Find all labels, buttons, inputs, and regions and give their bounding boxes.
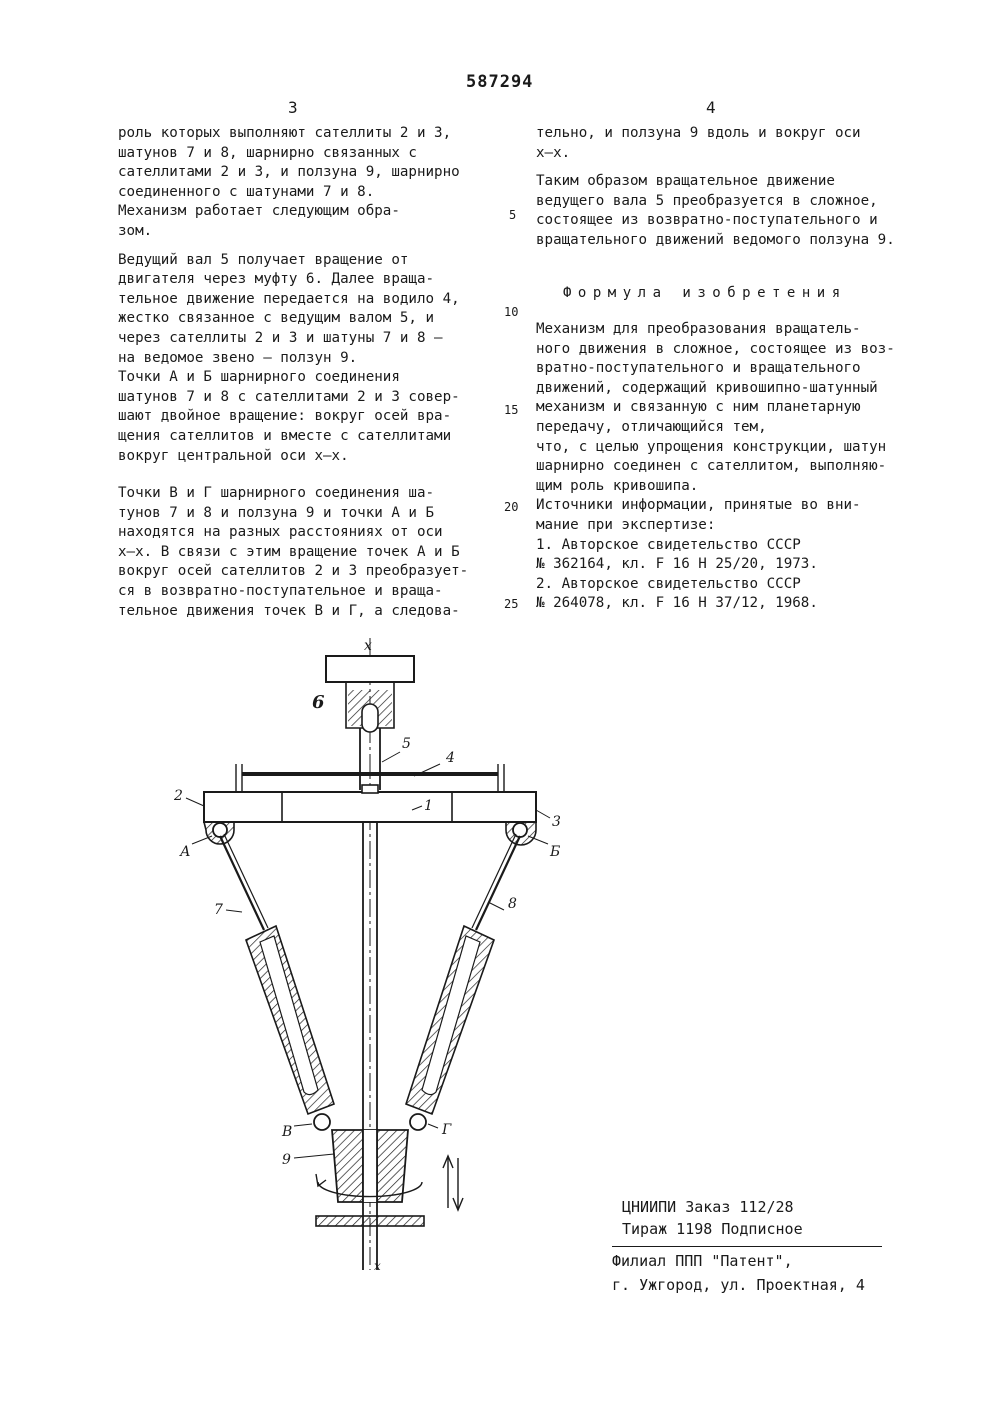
imprint-line-3: Филиал ППП "Патент", [612, 1252, 793, 1270]
text-line: тельное движение передается на водило 4, [118, 290, 460, 307]
formula-body [536, 320, 895, 614]
text-line: вокруг центральной оси x–x. [118, 447, 349, 464]
imprint-line-4: г. Ужгород, ул. Проектная, 4 [612, 1276, 865, 1294]
line-number: 15 [504, 403, 519, 417]
text-line: вратно-поступательного и вращательного [536, 360, 861, 377]
text-line: Точки А и Б шарнирного соединения [118, 369, 400, 386]
rod-8 [476, 836, 520, 930]
line-number: 5 [509, 208, 517, 222]
text-line: шатунов 7 и 8 с сателлитами 2 и 3 совер- [118, 388, 460, 405]
label-1: 1 [424, 798, 433, 814]
left-column [118, 124, 468, 621]
satellite-plate [204, 792, 536, 822]
text-line: 2. Авторское свидетельство СССР [536, 575, 801, 592]
text-line: мание при экспертизе: [536, 516, 716, 533]
formula-title: Формула изобретения [563, 285, 847, 301]
text-line: двигателя через муфту 6. Далее враща- [118, 271, 435, 288]
column-number-right: 4 [706, 98, 716, 117]
rod-7 [220, 836, 264, 930]
text-line: тельно, и ползуна 9 вдоль и вокруг оси [536, 125, 861, 141]
text-line: на ведомое звено – ползун 9. [118, 349, 358, 366]
text-line: x–x. [536, 144, 571, 161]
label-9: 9 [282, 1152, 291, 1168]
text-line: 1. Авторское свидетельство СССР [536, 536, 801, 553]
text-line: Ведущий вал 5 получает вращение от [118, 251, 409, 268]
text-line: Механизм работает следующим обра- [118, 203, 400, 220]
label-2: 2 [174, 788, 183, 804]
text-line: передачу, отличающийся тем, [536, 418, 767, 435]
label-a: А [180, 844, 191, 860]
text-line: шают двойное вращение: вокруг осей вра- [118, 408, 452, 425]
text-line: тельное движения точек В и Г, а следова- [118, 602, 460, 619]
label-5: 5 [402, 736, 411, 752]
label-4: 4 [446, 750, 455, 766]
text-line: через сателлиты 2 и 3 и шатуны 7 и 8 – [118, 329, 443, 346]
text-line: щим роль кривошипа. [536, 477, 699, 494]
text-line: Источники информации, принятые во вни- [536, 497, 861, 514]
joint-g [410, 1114, 426, 1130]
text-line: сателлитами 2 и 3, и ползуна 9, шарнирно [118, 164, 460, 181]
text-line: соединенного с шатунами 7 и 8. [118, 183, 375, 200]
label-6: 6 [312, 692, 325, 713]
text-line: Таким образом вращательное движение [536, 173, 835, 190]
text-line: зом. [118, 222, 153, 239]
line-number: 25 [504, 597, 519, 611]
label-3: 3 [552, 814, 561, 830]
imprint-line-2: Тираж 1198 Подписное [622, 1220, 803, 1238]
text-line: вокруг осей сателлитов 2 и 3 преобразует- [118, 563, 469, 580]
patent-number: 587294 [466, 72, 534, 92]
text-line: движений, содержащий кривошипно-шатунный [536, 379, 878, 396]
joint-v [314, 1114, 330, 1130]
column-number-left: 3 [288, 98, 298, 117]
line-number: 20 [504, 500, 519, 514]
mechanism-figure [150, 630, 590, 1270]
motor-block [326, 656, 414, 682]
text-line: ведущего вала 5 преобразуется в сложное, [536, 192, 878, 209]
axis-label-top: x [364, 638, 372, 654]
text-line: № 362164, кл. F 16 H 25/20, 1973. [536, 556, 818, 573]
text-line: механизм и связанную с ним планетарную [536, 399, 861, 416]
label-g: Г [442, 1122, 452, 1138]
right-column-top [536, 124, 895, 251]
label-8: 8 [508, 896, 517, 912]
text-line: ного движения в сложное, состоящее из воз- [536, 340, 895, 357]
axis-label-bottom: x [374, 1259, 381, 1270]
base [316, 1216, 424, 1226]
imprint-line-1: ЦНИИПИ Заказ 112/28 [622, 1198, 794, 1216]
label-v: В [282, 1124, 293, 1140]
label-b: Б [550, 844, 561, 860]
text-line: роль которых выполняют сателлиты 2 и 3, [118, 125, 452, 141]
text-line: жестко связанное с ведущим валом 5, и [118, 310, 435, 327]
text-line: вращательного движений ведомого ползуна 9. [536, 231, 895, 248]
text-line: № 264078, кл. F 16 H 37/12, 1968. [536, 595, 818, 612]
line-number: 10 [504, 305, 519, 319]
text-line: что, с целью упрощения конструкции, шатун [536, 438, 887, 455]
text-line: щения сателлитов и вместе с сателлитами [118, 427, 452, 444]
text-line: состоящее из возвратно-поступательного и [536, 212, 878, 229]
text-line: тунов 7 и 8 и ползуна 9 и точки А и Б [118, 504, 435, 521]
text-line: Механизм для преобразования вращатель- [536, 321, 861, 337]
label-7: 7 [214, 902, 223, 918]
text-line: Точки В и Г шарнирного соединения ша- [118, 485, 435, 502]
text-line: ся в возвратно-поступательное и враща- [118, 583, 443, 600]
imprint-divider [612, 1246, 882, 1247]
text-line: x–x. В связи с этим вращение точек А и Б [118, 543, 460, 560]
text-line: шарнирно соединен с сателлитом, выполняю- [536, 458, 887, 475]
text-line: шатунов 7 и 8, шарнирно связанных с [118, 144, 417, 161]
text-line: находятся на разных расстояниях от оси [118, 524, 443, 541]
